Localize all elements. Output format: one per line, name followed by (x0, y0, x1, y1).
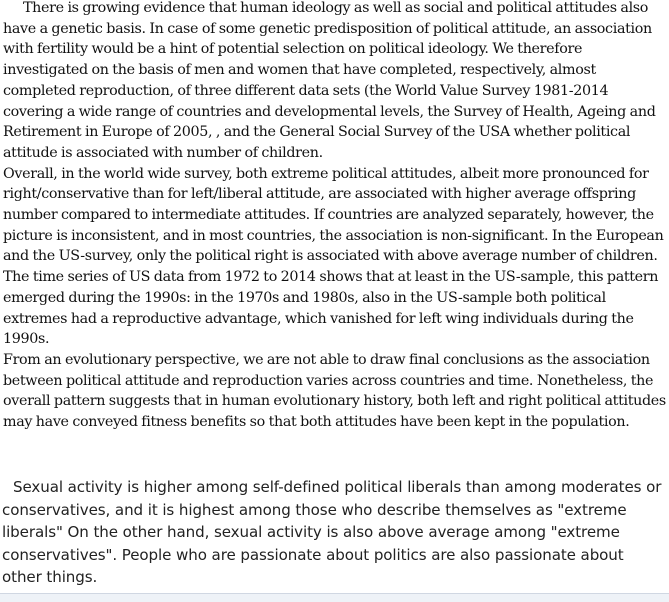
commentary-text (2, 476, 666, 589)
abstract-paragraph-background: There is growing evidence that human ideology as well as social and political attitudes also have a genetic basis. In case of some genetic predisposition of political attitude, an association with fertility would be a hint of potential selection on political ideology. We therefore investigated on the basis of men and women that have completed, respectively, almost completed reproduction, of three different data sets (the World Value Survey 1981-2014 covering a wide range of countries and developmental levels, the Survey of Health, Ageing and Retirement in Europe of 2005, , and the General Social Survey of the USA whether political attitude is associated with number of children. (3, 0, 656, 161)
abstract-paragraph-conclusion: From an evolutionary perspective, we are not able to draw final conclusions as the association between political attitude and reproduction varies across countries and time. Nonetheless, the overall pattern suggests that in human evolutionary history, both left and right political attitudes may have conveyed fitness benefits so that both attitudes have been kept in the population. (3, 351, 666, 431)
commentary-paragraph: Sexual activity is higher among self-defined political liberals than among moderates or conservatives, and it is highest among those who describe themselves as "extreme liberals" On the other hand, sexual activity is also above average among "extreme conservatives". People who are passionate about politics are also passionate about other things. (2, 478, 662, 587)
abstract-paragraph-results: Overall, in the world wide survey, both extreme political attitudes, albeit more pronounced for right/conservative than for left/liberal attitude, are associated with higher average offspring number compared to intermediate attitudes. If countries are analyzed separately, however, the picture is inconsistent, and in most countries, the association is non-significant. In the European and the US-survey, only the political right is associated with above average number of children. The time series of US data from 1972 to 2014 shows that at least in the US-sample, this pattern emerged during the 1990s: in the 1970s and 1980s, also in the US-sample both political extremes had a reproductive advantage, which vanished for left wing individuals during the 1990s. (3, 165, 664, 348)
abstract-text (3, 0, 667, 433)
bottom-strip (0, 594, 669, 602)
